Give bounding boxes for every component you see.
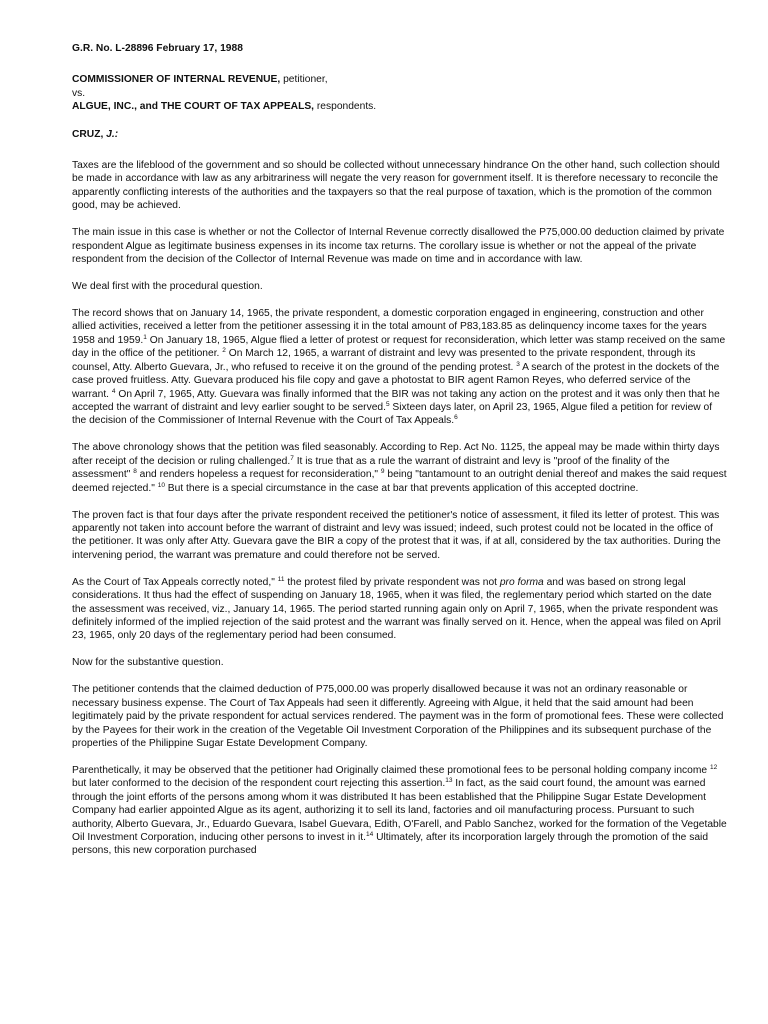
footnote-ref: 3 xyxy=(516,360,520,368)
paragraph-8: Now for the substantive question. xyxy=(72,657,224,669)
paragraph-9: The petitioner contends that the claimed deduction of P75,000.00 was properly disallowed because it was not an ordinary reasonable or necessary business expense. The Court of Tax Appeals had seen it differently. Agreeing with Algue, it held that the said amount had been legitimately paid by the private respondent for actual services rendered. The payment was in the form of promotional fees. These were collected by the Payees for their work in the creation of the Vegetable Oil Investment Corporation of the Philippines and its subsequent purchase of the properties of the Philippine Sugar Estate Development Company. xyxy=(72,684,724,749)
case-parties xyxy=(72,73,728,113)
paragraph-2: The main issue in this case is whether or not the Collector of Internal Revenue correctly disallowed the P75,000.00 deduction claimed by private respondent Algue as legitimate business expenses in its income tax returns. The corollary issue is whether or not the appeal of the private respondent from the decision of the Collector of Internal Revenue was made on time and in accordance with law. xyxy=(72,227,725,266)
footnote-ref: 4 xyxy=(111,387,116,395)
paragraph-1: Taxes are the lifeblood of the government and so should be collected without unnecessary hindrance On the other hand, such collection should be made in accordance with law as any arbitrariness will negate the very reason for government itself. It is therefore necessary to reconcile the apparently conflicting interests of the authorities and the taxpayers so that the real purpose of taxation, which is the promotion of the common good, may be achieved. xyxy=(72,160,720,212)
emphasis-text: pro forma xyxy=(499,576,544,588)
paragraph-text: but later conformed to the decision of the respondent court rejecting this assertion. xyxy=(72,778,446,790)
petitioner-role: petitioner, xyxy=(280,74,328,86)
paragraph-text: On April 7, 1965, Atty. Guevara was finally informed that the BIR was not taking any action on the protest and it was only then that he accepted the warrant of distraint and levy earlier sought to be served. xyxy=(72,388,720,413)
paragraph-text: Parenthetically, it may be observed that the petitioner had Originally claimed these promotional fees to be personal holding company income xyxy=(72,765,710,776)
paragraph-3: We deal first with the procedural question. xyxy=(72,281,263,293)
footnote-ref: 7 xyxy=(290,454,294,462)
paragraph-text: the protest filed by private respondent was not xyxy=(284,576,500,588)
paragraph-10 xyxy=(72,764,728,858)
ponente-title: J.: xyxy=(106,128,119,140)
footnote-ref: 8 xyxy=(133,468,137,476)
versus-label: vs. xyxy=(72,87,86,99)
ponente-name: CRUZ, xyxy=(72,128,107,140)
case-number: G.R. No. L-28896 February 17, 1988 xyxy=(72,43,243,54)
footnote-ref: 13 xyxy=(445,777,453,785)
paragraph-text: Sixteen days later, on April 23, 1965, Algue filed a petition for review of the decision of the Commissioner of Internal Revenue with the Court of Tax Appeals. xyxy=(72,401,713,427)
footnote-ref: 9 xyxy=(380,468,385,476)
paragraph-text: As the Court of Tax Appeals correctly noted," xyxy=(72,576,278,588)
paragraph-text: The record shows that on January 14, 1965, the private respondent, a domestic corporation engaged in engineering, construction and other allied activities, received a letter from the petitioner assessing it in the total amount of P83,183.85 as delinquency income taxes for the years 1958 and 1959. xyxy=(72,308,707,346)
paragraph-text: On March 12, 1965, a warrant of distraint and levy was presented to the private respondent, through its counsel, Atty. Alberto Guevara, Jr., who refused to receive it on the ground of the pending protest. xyxy=(72,348,696,373)
paragraph-5 xyxy=(72,441,728,495)
paragraph-4 xyxy=(72,307,728,428)
paragraph-text: and renders hopeless a request for reconsideration," xyxy=(136,469,381,481)
paragraph-text: But there is a special circumstance in the case at bar that prevents application of this accepted doctrine. xyxy=(164,482,639,494)
paragraph-text: In fact, as the said court found, the amount was earned through the joint efforts of the persons among whom it was distributed It has been established that the Philippine Sugar Estate Development Company had earlier appointed Algue as its agent, authorizing it to sell its land, factories and oil manufacturing process. Pursuant to such authority, Alberto Guevara, Jr., Eduardo Guevara, Isabel Guevara, Edith, O'Farell, and Pablo Sanchez, worked for the formation of the Vegetable Oil Investment Corporation, inducing other persons to invest in it. xyxy=(72,778,727,844)
footnote-ref: 14 xyxy=(365,831,374,839)
footnote-ref: 5 xyxy=(385,400,390,408)
paragraph-6: The proven fact is that four days after the private respondent received the petitioner's notice of assessment, it filed its letter of protest. This was apparently not taken into account before the warrant of distraint and levy was issued; indeed, such protest could not be located in the office of the petitioner. It was only after Atty. Guevara gave the BIR a copy of the protest that it was, if at all, considered by the tax authorities. During the intervening period, the warrant was premature and could therefore not be served. xyxy=(72,509,721,561)
footnote-ref: 1 xyxy=(143,333,147,341)
paragraph-7 xyxy=(72,576,728,643)
paragraph-text: Ultimately, after its incorporation largely through the promotion of the said persons, this new corporation purchased xyxy=(72,832,709,857)
footnote-ref: 11 xyxy=(277,575,285,583)
footnote-ref: 2 xyxy=(222,347,226,355)
petitioner-name: COMMISSIONER OF INTERNAL REVENUE, xyxy=(72,74,281,86)
paragraph-text: A search of the protest in the dockets of the case proved fruitless. Atty. Guevara produced his file copy and gave a photostat to BIR agent Ramon Reyes, who deferred service of the warrant. xyxy=(72,361,720,400)
ponente xyxy=(72,128,728,141)
paragraph-text: being "tantamount to an outright denial thereof and makes the said request deemed rejected." xyxy=(72,469,727,494)
paragraph-text: It is true that as a rule the warrant of distraint and levy is "proof of the finality of the assessment" xyxy=(72,455,670,481)
respondents-name: ALGUE, INC., and THE COURT OF TAX APPEALS, xyxy=(72,101,315,113)
footnote-ref: 12 xyxy=(709,764,718,771)
paragraph-text: On January 18, 1965, Algue flied a letter of protest or request for reconsideration, which letter was stamp received on the same day in the office of the petitioner. xyxy=(72,334,726,360)
paragraph-text: and was based on strong legal considerations. It thus had the effect of suspending on January 18, 1965, when it was filed, the reglementary period which started on the date the assessment was received, viz., January 14, 1965. The period started running again only on April 7, 1965, when the private respondent was definitely informed of the implied rejection of the said protest and the warrant was finally served on it. Hence, when the appeal was filed on April 23, 1965, only 20 days of the reglementary period had been consumed. xyxy=(72,576,721,642)
footnote-ref: 6 xyxy=(454,414,458,422)
paragraph-text: The above chronology shows that the petition was filed seasonably. According to Rep. Act No. 1125, the appeal may be made within thirty days after receipt of the decision or ruling challenged. xyxy=(72,442,720,467)
respondents-line xyxy=(72,100,728,113)
respondents-role: respondents. xyxy=(314,101,377,113)
petitioner-line xyxy=(72,73,728,86)
footnote-ref: 10 xyxy=(157,481,165,489)
